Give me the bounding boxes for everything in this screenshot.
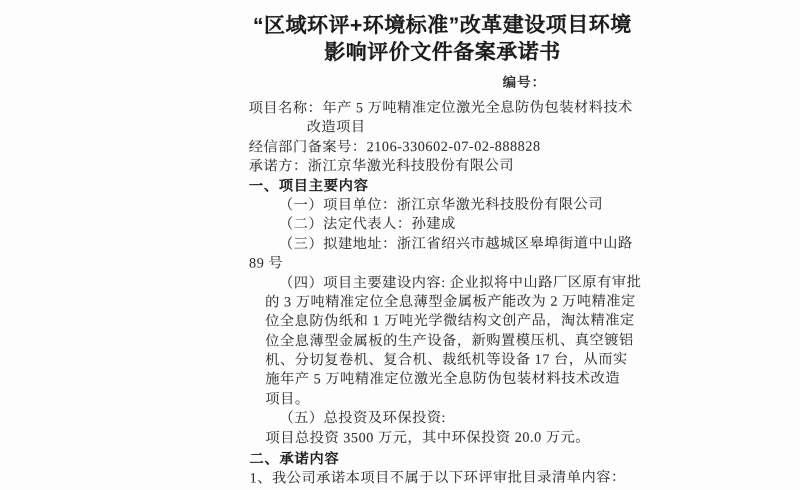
- serial-number-label: 编号：: [502, 74, 547, 90]
- project-name-line-2: 改造项目: [306, 119, 366, 136]
- commitment-item-1: 1、我公司承诺本项目不属于以下环评审批目录清单内容：: [249, 469, 626, 487]
- promisor-line: 承诺方：浙江京华激光科技股份有限公司: [248, 157, 515, 175]
- document-text-block: [245, 98, 642, 489]
- item-3-address-line-2: 89 号: [249, 255, 284, 272]
- item-4-construction-content-line-7: 项目。: [265, 391, 310, 408]
- section-2-heading: 二、承诺内容: [249, 451, 340, 468]
- item-5-investment-heading: （五）总投资及环保投资:: [279, 410, 447, 427]
- item-4-construction-content-line-6: 施年产 5 万吨精准定位激光全息防伪包装材料技术改造: [265, 371, 621, 388]
- item-5-investment-detail: 项目总投资 3500 万元，其中环保投资 20.0 万元。: [265, 429, 591, 447]
- item-1-project-unit: （一）项目单位：浙江京华激光科技股份有限公司: [278, 196, 604, 214]
- item-4-construction-content-line-5: 机、分切复卷机、复合机、裁纸机等设备 17 台，从而实: [265, 351, 628, 369]
- document-title-line2: 影响评价文件备案承诺书: [324, 40, 561, 65]
- document-title-line1: “区域环评+环境标准”改革建设项目环境: [252, 13, 632, 38]
- item-2-legal-representative: （二）法定代表人：孙建成: [278, 216, 456, 233]
- document-body: [244, 11, 641, 489]
- item-4-construction-content-line-1: （四）项目主要建设内容: 企业拟将中山路厂区原有审批: [279, 273, 642, 291]
- item-4-construction-content-line-4: 位全息薄型金属板的生产设备，新购置模压机、真空镀铝: [265, 332, 634, 350]
- section-1-heading: 一、项目主要内容: [248, 177, 369, 195]
- document-title: [244, 11, 640, 66]
- project-name-line-1: 项目名称：年产 5 万吨精准定位激光全息防伪包装材料技术: [248, 99, 633, 117]
- item-3-address-line-1: （三）拟建地址：浙江省绍兴市越城区皋埠街道中山路: [278, 235, 633, 253]
- item-4-construction-content-line-2: 的 3 万吨精准定位全息薄型金属板产能改为 2 万吨精准定: [265, 293, 636, 311]
- record-number-line: 经信部门备案号：2106-330602-07-02-888828: [248, 138, 541, 156]
- item-4-construction-content-line-3: 位全息防伪纸和 1 万吨光学微结构文创产品，淘汰精准定: [265, 312, 635, 330]
